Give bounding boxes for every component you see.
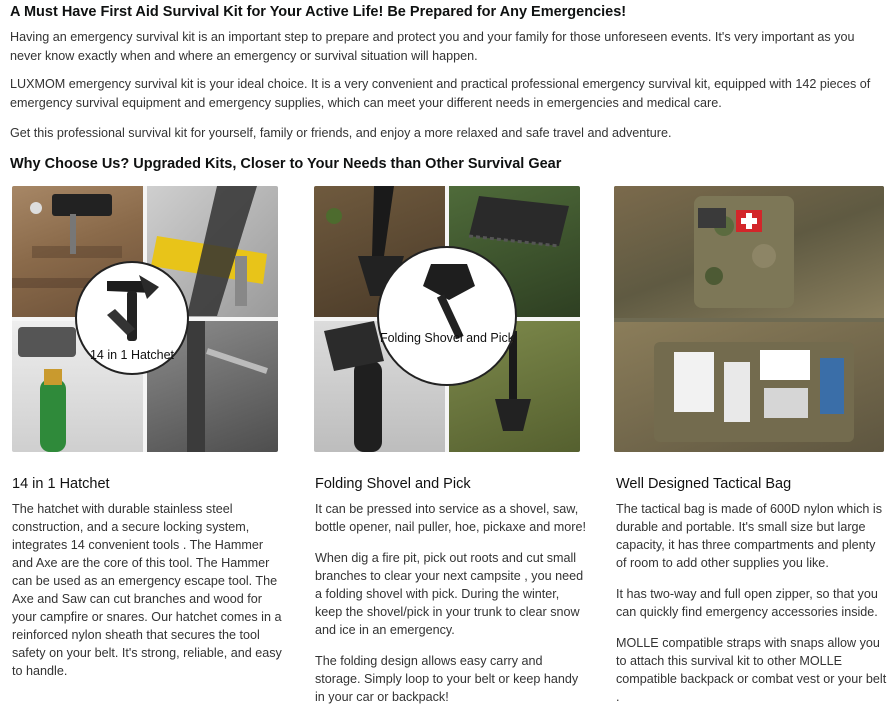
feature-title-shovel: Folding Shovel and Pick	[315, 476, 471, 492]
feature-title-bag: Well Designed Tactical Bag	[616, 476, 792, 492]
feature-text-shovel	[315, 500, 590, 719]
bag-photo-vest	[614, 186, 884, 318]
hatchet-paragraph-1: The hatchet with durable stainless steel construction, and a secure locking system, integrates 14 convenient tools . The Hammer and Axe are the core of this tool. The Hammer can be used as an emergency escape tool. The Axe and Saw can cut branches and wood for your campfire or snares. Our hatchet comes in a reinforced nylon sheath that secures the tool safety on your belt. It's strong, reliable, and easy to handle.	[12, 502, 282, 678]
feature-text-hatchet	[12, 500, 284, 693]
bag-paragraph-2: It has two-way and full open zipper, so that you can quickly find emergency accessories inside.	[616, 587, 878, 619]
shovel-collage-image	[314, 186, 580, 452]
shovel-paragraph-2: When dig a fire pit, pick out roots and cut small branches to clear your next campsite , you need a folding shovel with pick. During the winter, keep the shovel/pick in your trunk to clear snow and ice in an emergency.	[315, 551, 584, 637]
section-subheading: Why Choose Us? Upgraded Kits, Closer to Your Needs than Other Survival Gear	[10, 156, 562, 172]
shovel-image-label: Folding Shovel and Pick	[379, 331, 515, 345]
hatchet-label-circle	[75, 261, 189, 375]
hatchet-image-label: 14 in 1 Hatchet	[89, 348, 175, 362]
bag-paragraph-3: MOLLE compatible straps with snaps allow you to attach this survival kit to other MOLLE compatible backpack or combat vest or your belt .	[616, 636, 887, 704]
hatchet-collage-image	[12, 186, 278, 452]
intro-paragraph-3: Get this professional survival kit for yourself, family or friends, and enjoy a more relaxed and safe travel and adventure.	[10, 126, 672, 140]
shovel-paragraph-3: The folding design allows easy carry and storage. Simply loop to your belt or keep handy in your car or backpack!	[315, 654, 579, 704]
bag-paragraph-1: The tactical bag is made of 600D nylon which is durable and portable. It's small size but large capacity, it has three compartments and plenty of room to add other supplies you like.	[616, 502, 883, 570]
tactical-bag-image	[614, 186, 884, 452]
feature-text-bag	[616, 500, 888, 719]
shovel-paragraph-1: It can be pressed into service as a shovel, saw, bottle opener, nail puller, hoe, pickaxe and more!	[315, 502, 586, 534]
shovel-label-circle	[377, 246, 517, 386]
intro-paragraph-2: LUXMOM emergency survival kit is your ideal choice. It is a very convenient and practical professional emergency survival kit, equipped with 142 pieces of emergency survival equipment and emergency supplies, which can meet your different needs in emergencies and medical care.	[10, 77, 871, 110]
intro-paragraph-1: Having an emergency survival kit is an important step to prepare and protect you and your family for those unforeseen events. It's very important as you never know exactly when and where an emergency or survival situation will happen.	[10, 30, 855, 63]
feature-title-hatchet: 14 in 1 Hatchet	[12, 476, 110, 492]
page-title: A Must Have First Aid Survival Kit for Your Active Life! Be Prepared for Any Emergencies!	[10, 4, 627, 20]
bag-photo-open	[614, 322, 884, 452]
